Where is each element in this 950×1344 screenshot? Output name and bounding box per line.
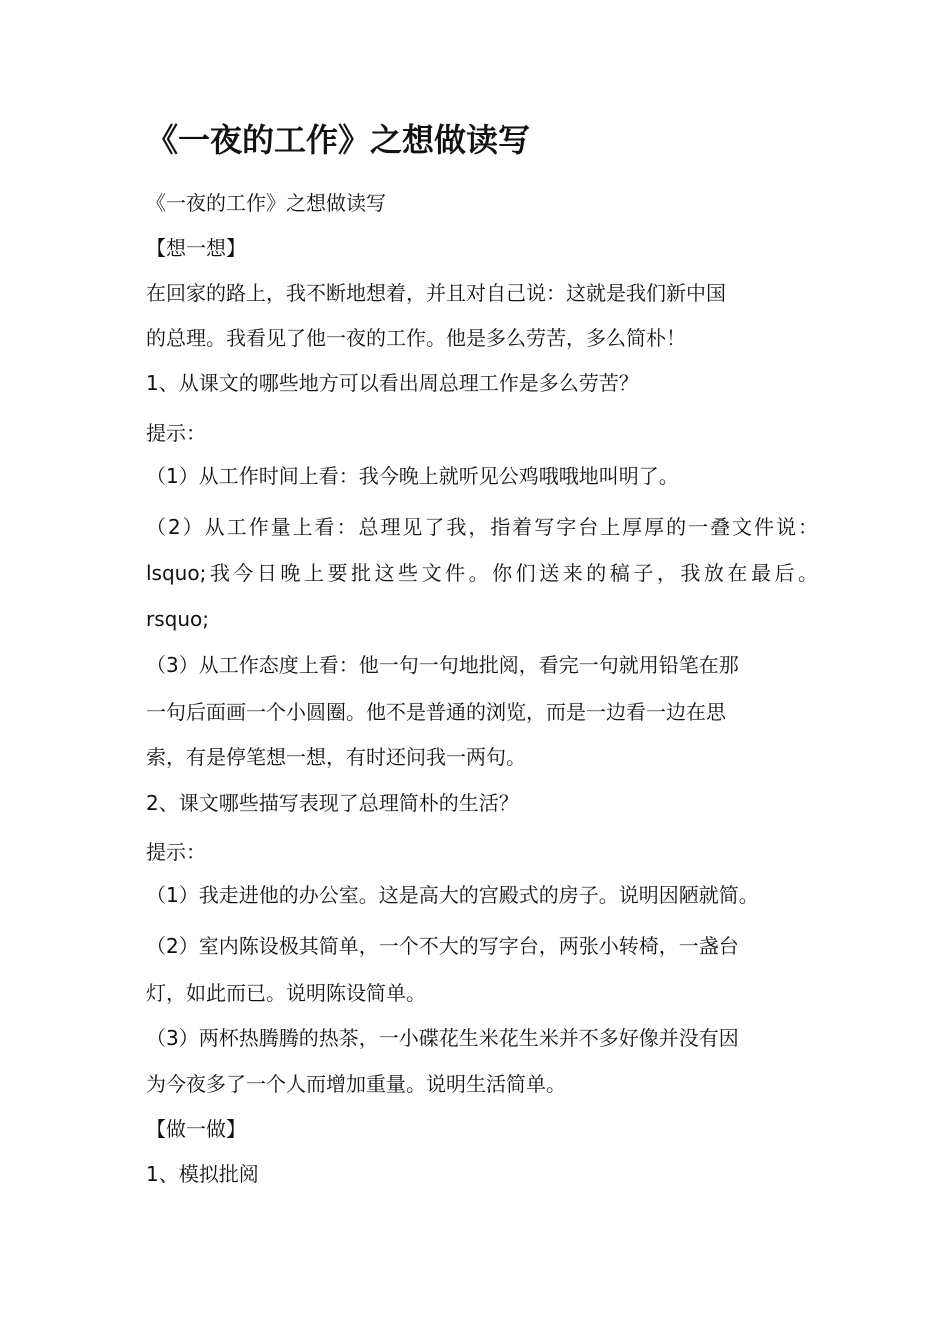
document-title: 《一夜的工作》之想做读写 xyxy=(146,121,531,159)
paragraph-line: 的总理。我看见了他一夜的工作。他是多么劳苦，多么简朴！ xyxy=(146,326,686,350)
section-heading-think: 【想一想】 xyxy=(146,236,246,260)
hint-item-continued: 灯，如此而已。说明陈设简单。 xyxy=(146,981,426,1005)
section-heading-do: 【做一做】 xyxy=(146,1117,246,1141)
question-2: 2、课文哪些描写表现了总理简朴的生活？ xyxy=(146,791,519,815)
task-1: 1、模拟批阅 xyxy=(146,1162,259,1186)
hint-item-continued: 为今夜多了一个人而增加重量。说明生活简单。 xyxy=(146,1072,566,1096)
hint-item-continued: 一句后面画一个小圆圈。他不是普通的浏览，而是一边看一边在思 xyxy=(146,700,726,724)
hint-item: （1）我走进他的办公室。这是高大的宫殿式的房子。说明因陋就简。 xyxy=(146,883,759,907)
subtitle: 《一夜的工作》之想做读写 xyxy=(146,191,386,215)
hint-item: （1）从工作时间上看：我今晚上就听见公鸡哦哦地叫明了。 xyxy=(146,464,679,488)
hint-label: 提示： xyxy=(146,840,206,864)
question-1: 1、从课文的哪些地方可以看出周总理工作是多么劳苦？ xyxy=(146,371,639,395)
hint-item-continued: lsquo;我今日晚上要批这些文件。你们送来的稿子，我放在最后。 xyxy=(146,561,818,585)
hint-item-continued: 索，有是停笔想一想，有时还问我一两句。 xyxy=(146,745,526,769)
hint-item: （3）两杯热腾腾的热茶，一小碟花生米花生米并不多好像并没有因 xyxy=(146,1026,739,1050)
hint-label: 提示： xyxy=(146,421,206,445)
hint-item: （2）从工作量上看：总理见了我，指着写字台上厚厚的一叠文件说： xyxy=(146,515,818,539)
paragraph-line: 在回家的路上，我不断地想着，并且对自己说：这就是我们新中国 xyxy=(146,281,726,305)
hint-item-continued: rsquo; xyxy=(146,607,209,631)
hint-item: （2）室内陈设极其简单，一个不大的写字台，两张小转椅，一盏台 xyxy=(146,934,739,958)
hint-item: （3）从工作态度上看：他一句一句地批阅，看完一句就用铅笔在那 xyxy=(146,653,739,677)
